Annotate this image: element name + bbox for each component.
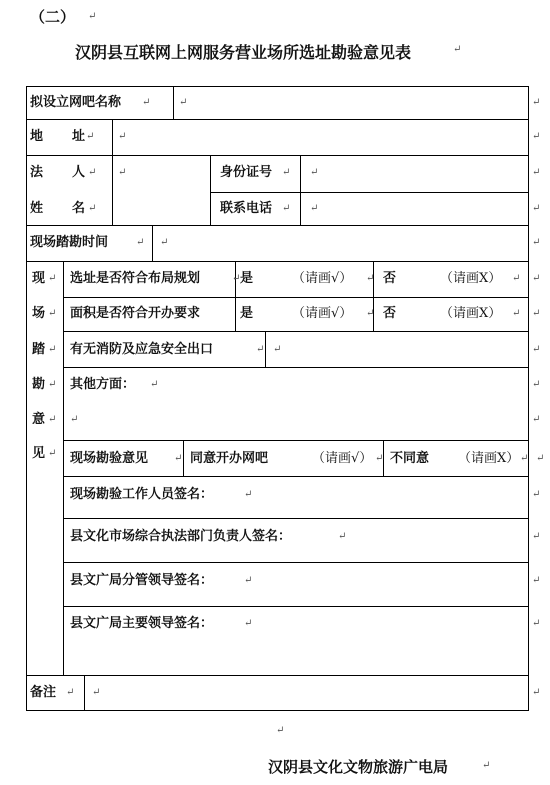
paragraph-mark-icon: ↵ [48,308,57,319]
paragraph-mark-icon: ↵ [532,618,541,629]
paragraph-mark-icon: ↵ [150,379,159,390]
paragraph-mark-icon: ↵ [66,687,75,698]
paragraph-mark-icon: ↵ [338,531,347,542]
other-aspects-field[interactable] [66,395,526,438]
survey-time-label: 现场踏勘时间 [30,235,109,250]
q1-yes-label: 是 [240,271,254,286]
paragraph-mark-icon: ↵ [276,725,285,736]
agree-label: 同意开办网吧 [190,451,269,466]
paragraph-mark-icon: ↵ [532,344,541,355]
q1-no-cross-box[interactable]: （请画X） [440,271,502,286]
remark-label: 备注 [30,685,57,700]
deputy-leader-signature-field[interactable] [240,565,526,604]
address-label-1: 地 [30,129,44,144]
paragraph-mark-icon: ↵ [136,237,145,248]
q2-no-label: 否 [383,306,397,321]
paragraph-mark-icon: ↵ [536,453,545,464]
paragraph-mark-icon: ↵ [532,273,541,284]
chief-leader-signature-label: 县文广局主要领导签名： [70,616,214,631]
paragraph-mark-icon: ↵ [453,44,462,55]
q2-no-cross-box[interactable]: （请画X） [440,306,502,321]
name-label-2: 名 [72,201,86,216]
paragraph-mark-icon: ↵ [520,453,529,464]
paragraph-mark-icon: ↵ [532,379,541,390]
fire-exit-field[interactable] [268,333,526,366]
enforcement-head-signature-field[interactable] [335,521,526,560]
paragraph-mark-icon: ↵ [232,273,241,284]
phone-label: 联系电话 [220,201,273,216]
paragraph-mark-icon: ↵ [532,131,541,142]
paragraph-mark-icon: ↵ [244,489,253,500]
chief-leader-signature-field[interactable] [240,609,526,673]
paragraph-mark-icon: ↵ [532,203,541,214]
opinion-vertical-char: 勘 [32,377,46,392]
opinion-vertical-char: 见 [32,446,46,461]
paragraph-mark-icon: ↵ [532,575,541,586]
paragraph-mark-icon: ↵ [532,531,541,542]
paragraph-mark-icon: ↵ [244,618,253,629]
deputy-leader-signature-label: 县文广局分管领导签名： [70,573,214,588]
paragraph-mark-icon: ↵ [48,448,57,459]
paragraph-mark-icon: ↵ [142,97,151,108]
cafe-name-field[interactable] [176,88,526,118]
paragraph-mark-icon: ↵ [70,414,79,425]
paragraph-mark-icon: ↵ [174,453,183,464]
legal-label-2: 人 [72,165,86,180]
paragraph-mark-icon: ↵ [310,203,319,214]
paragraph-mark-icon: ↵ [48,273,57,284]
paragraph-mark-icon: ↵ [244,575,253,586]
paragraph-mark-icon: ↵ [88,11,97,22]
enforcement-head-signature-label: 县文化市场综合执法部门负责人签名： [70,529,292,544]
opinion-vertical-char: 现 [32,271,46,286]
cafe-name-label: 拟设立网吧名称 [30,95,122,110]
paragraph-mark-icon: ↵ [532,687,541,698]
paragraph-mark-icon: ↵ [48,344,57,355]
paragraph-mark-icon: ↵ [48,414,57,425]
survey-time-field[interactable] [155,227,526,260]
paragraph-mark-icon: ↵ [88,203,97,214]
layout-plan-question: 选址是否符合布局规划 [70,271,201,286]
fire-exit-label: 有无消防及应急安全出口 [70,342,214,357]
staff-signature-label: 现场勘验工作人员签名： [70,487,214,502]
q2-yes-tick-box[interactable]: （请画√） [292,306,353,321]
paragraph-mark-icon: ↵ [273,344,282,355]
opinion-vertical-char: 踏 [32,342,46,357]
address-field[interactable] [115,121,526,154]
paragraph-mark-icon: ↵ [88,167,97,178]
paragraph-mark-icon: ↵ [282,167,291,178]
paragraph-mark-icon: ↵ [532,489,541,500]
legal-person-name-field[interactable] [115,157,208,224]
paragraph-mark-icon: ↵ [532,308,541,319]
q1-no-label: 否 [383,271,397,286]
opinion-vertical-char: 意 [32,412,46,427]
paragraph-mark-icon: ↵ [256,344,265,355]
survey-opinion-label: 现场勘验意见 [70,451,149,466]
paragraph-mark-icon: ↵ [179,97,188,108]
paragraph-mark-icon: ↵ [375,453,384,464]
opinion-vertical-char: 场 [32,306,46,321]
paragraph-mark-icon: ↵ [310,167,319,178]
paragraph-mark-icon: ↵ [512,308,521,319]
paragraph-mark-icon: ↵ [366,273,375,284]
other-aspects-label: 其他方面： [70,377,136,392]
paragraph-mark-icon: ↵ [118,131,127,142]
name-label-1: 姓 [30,201,44,216]
paragraph-mark-icon: ↵ [366,308,375,319]
disagree-label: 不同意 [390,451,430,466]
phone-field[interactable] [303,194,526,224]
legal-label-1: 法 [30,165,44,180]
issuing-organization: 汉阴县文化文物旅游广电局 [268,758,449,776]
paragraph-mark-icon: ↵ [532,414,541,425]
paragraph-mark-icon: ↵ [92,687,101,698]
paragraph-mark-icon: ↵ [160,237,169,248]
q2-yes-label: 是 [240,306,254,321]
paragraph-mark-icon: ↵ [482,760,491,771]
paragraph-mark-icon: ↵ [532,167,541,178]
q1-yes-tick-box[interactable]: （请画√） [292,271,353,286]
paragraph-mark-icon: ↵ [282,203,291,214]
section-marker: （二） [30,8,76,26]
remark-field[interactable] [87,677,526,709]
paragraph-mark-icon: ↵ [86,131,95,142]
area-requirement-question: 面积是否符合开办要求 [70,306,201,321]
paragraph-mark-icon: ↵ [48,379,57,390]
staff-signature-field[interactable] [240,480,526,516]
agree-tick-box[interactable]: （请画√） [312,451,373,466]
id-number-field[interactable] [303,157,526,190]
paragraph-mark-icon: ↵ [532,97,541,108]
id-number-label: 身份证号 [220,165,273,180]
paragraph-mark-icon: ↵ [512,273,521,284]
address-label-2: 址 [72,129,86,144]
paragraph-mark-icon: ↵ [118,167,127,178]
disagree-cross-box[interactable]: （请画X） [458,451,520,466]
page-title: 汉阴县互联网上网服务营业场所选址勘验意见表 [75,43,412,62]
paragraph-mark-icon: ↵ [532,237,541,248]
